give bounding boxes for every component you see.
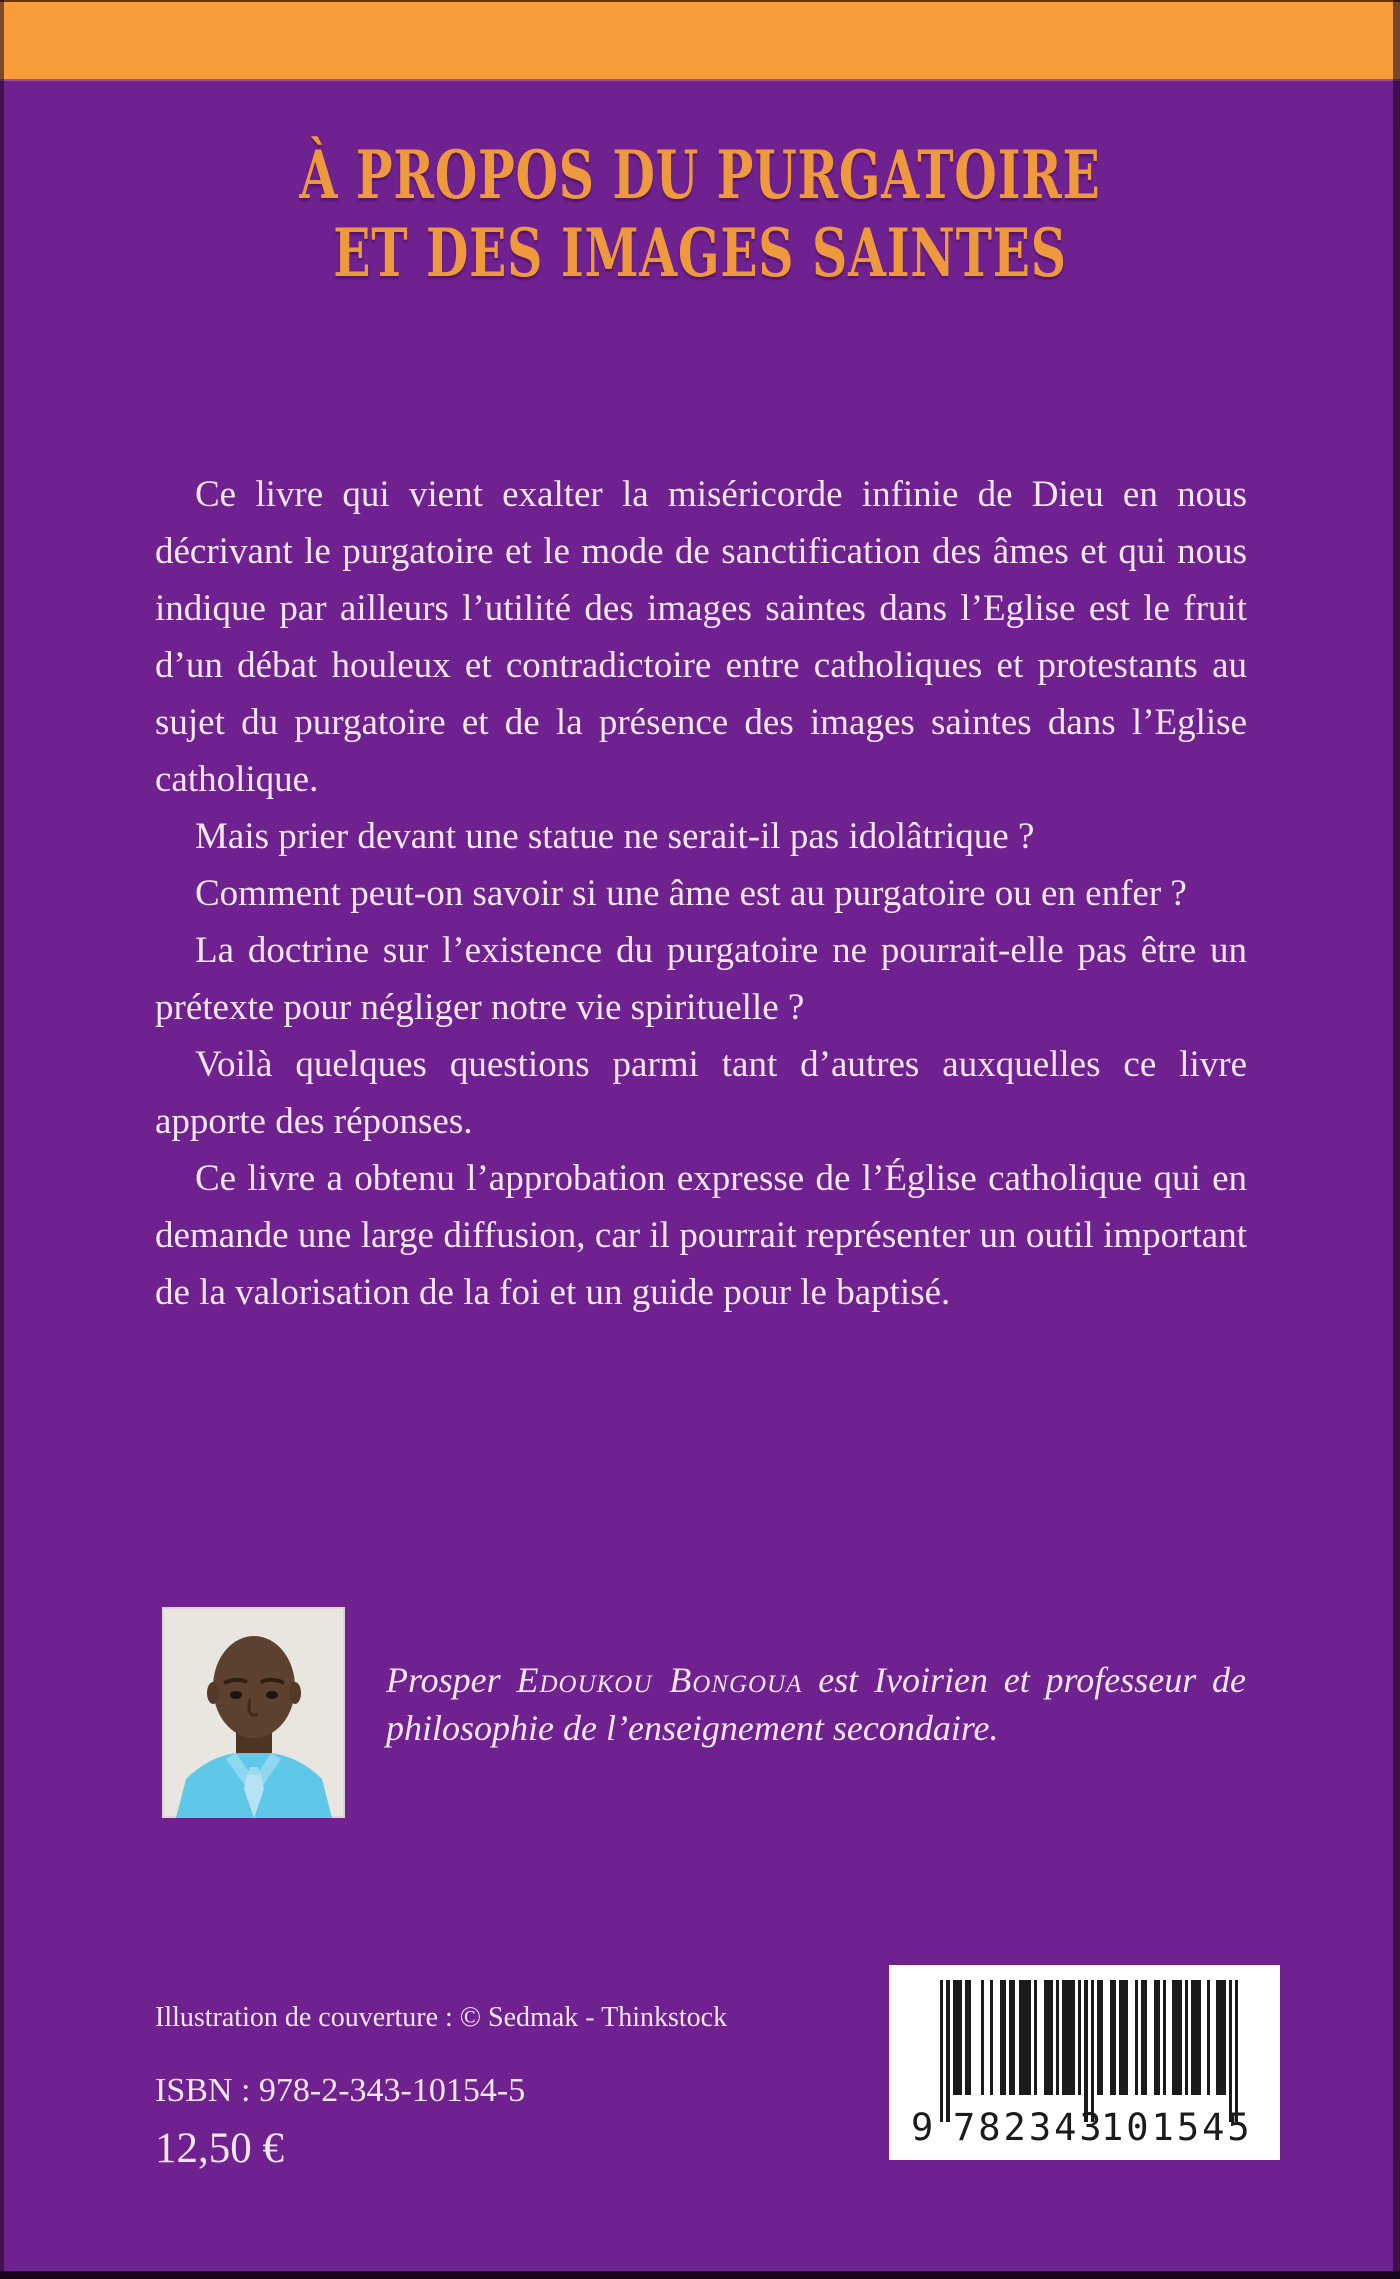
synopsis-paragraph: La doctrine sur l’existence du purgatoire ne pourrait-elle pas être un prétexte pour négliger notre vie spirituelle ? bbox=[155, 930, 1247, 1028]
left-edge-shadow bbox=[0, 0, 4, 2279]
barcode-bar bbox=[1113, 1980, 1116, 2095]
barcode-bar bbox=[1078, 1980, 1081, 2095]
price-text: 12,50 € bbox=[155, 2125, 284, 2172]
barcode-bar bbox=[1135, 1980, 1138, 2095]
book-title bbox=[182, 136, 1218, 292]
author-bio bbox=[386, 1656, 1246, 1752]
barcode-bar bbox=[1034, 1980, 1037, 2095]
barcode bbox=[889, 1965, 1280, 2160]
barcode-bar bbox=[1229, 1980, 1232, 2122]
barcode-bar bbox=[1028, 1980, 1031, 2095]
barcode-bar bbox=[1185, 1980, 1188, 2095]
barcode-bar bbox=[1072, 1980, 1075, 2095]
barcode-bar bbox=[946, 1980, 949, 2122]
cover-illustration-credit: Illustration de couverture : © Sedmak - Thinkstock bbox=[155, 2002, 728, 2033]
barcode-bar bbox=[990, 1980, 993, 2095]
isbn-text: ISBN : 978-2-343-10154-5 bbox=[155, 2072, 526, 2109]
barcode-bar bbox=[1157, 1980, 1160, 2095]
barcode-bar bbox=[1056, 1980, 1059, 2095]
barcode-bar bbox=[1003, 1980, 1006, 2095]
synopsis-paragraph: Voilà quelques questions parmi tant d’autres auxquelles ce livre apporte des réponses. bbox=[155, 1044, 1247, 1142]
synopsis-paragraph: Ce livre a obtenu l’approbation expresse de l’Église catholique qui en demande une large diffusion, car il pourrait représenter un outil important de la valorisation de la foi et un guide pour le baptisé. bbox=[155, 1158, 1247, 1313]
top-orange-band bbox=[0, 0, 1400, 79]
barcode-bar bbox=[1223, 1980, 1226, 2095]
barcode-bar bbox=[1144, 1980, 1147, 2095]
synopsis-paragraph: Mais prier devant une statue ne serait-il pas idolâtrique ? bbox=[195, 816, 1035, 857]
author-photo bbox=[162, 1607, 345, 1818]
barcode-bar bbox=[1163, 1980, 1166, 2095]
synopsis-paragraph: Comment peut-on savoir si une âme est au purgatoire ou en enfer ? bbox=[195, 873, 1187, 914]
barcode-bar bbox=[940, 1980, 943, 2122]
barcode-digit-group1: 782343 bbox=[953, 2106, 1105, 2149]
barcode-bar bbox=[1050, 1980, 1053, 2095]
barcode-bar bbox=[1235, 1980, 1238, 2122]
author-bio-rest: est Ivoirien et professeur de philosophie de l’enseignement secondaire. bbox=[386, 1660, 1247, 1748]
barcode-bar bbox=[1207, 1980, 1210, 2095]
right-edge-shadow bbox=[1393, 0, 1400, 2279]
barcode-bar bbox=[968, 1980, 971, 2095]
barcode-digit-group2: 101545 bbox=[1101, 2106, 1253, 2149]
synopsis-text bbox=[155, 466, 1247, 1321]
barcode-bar bbox=[1179, 1980, 1182, 2095]
synopsis-paragraph: Ce livre qui vient exalter la miséricorde infinie de Dieu en nous décrivant le purgatoire et le mode de sanctification des âmes et qui nous indique par ailleurs l’utilité des images saintes dans l’Eglise est le fruit d’un débat houleux et contradictoire entre catholiques et protestants au sujet du purgatoire et de la présence des images saintes dans l’Eglise catholique. bbox=[155, 474, 1247, 800]
author-last-name: Edoukou Bongoua bbox=[516, 1660, 803, 1700]
barcode-bar bbox=[981, 1980, 984, 2095]
barcode-digits bbox=[889, 2105, 1280, 2150]
barcode-digit-first: 9 bbox=[911, 2106, 934, 2149]
bottom-dark-bar bbox=[0, 2271, 1400, 2279]
author-first-name: Prosper bbox=[386, 1660, 517, 1700]
barcode-bar bbox=[1091, 1980, 1094, 2122]
barcode-bar bbox=[1084, 1980, 1087, 2122]
barcode-bar bbox=[1125, 1980, 1128, 2095]
book-title-line2: ET DES IMAGES SAINTES bbox=[333, 214, 1067, 292]
barcode-bar bbox=[1197, 1980, 1200, 2095]
barcode-bar bbox=[1012, 1980, 1015, 2095]
barcode-bar bbox=[959, 1980, 962, 2095]
barcode-bar bbox=[1100, 1980, 1103, 2095]
book-title-line1: À PROPOS DU PURGATOIRE bbox=[299, 136, 1101, 214]
